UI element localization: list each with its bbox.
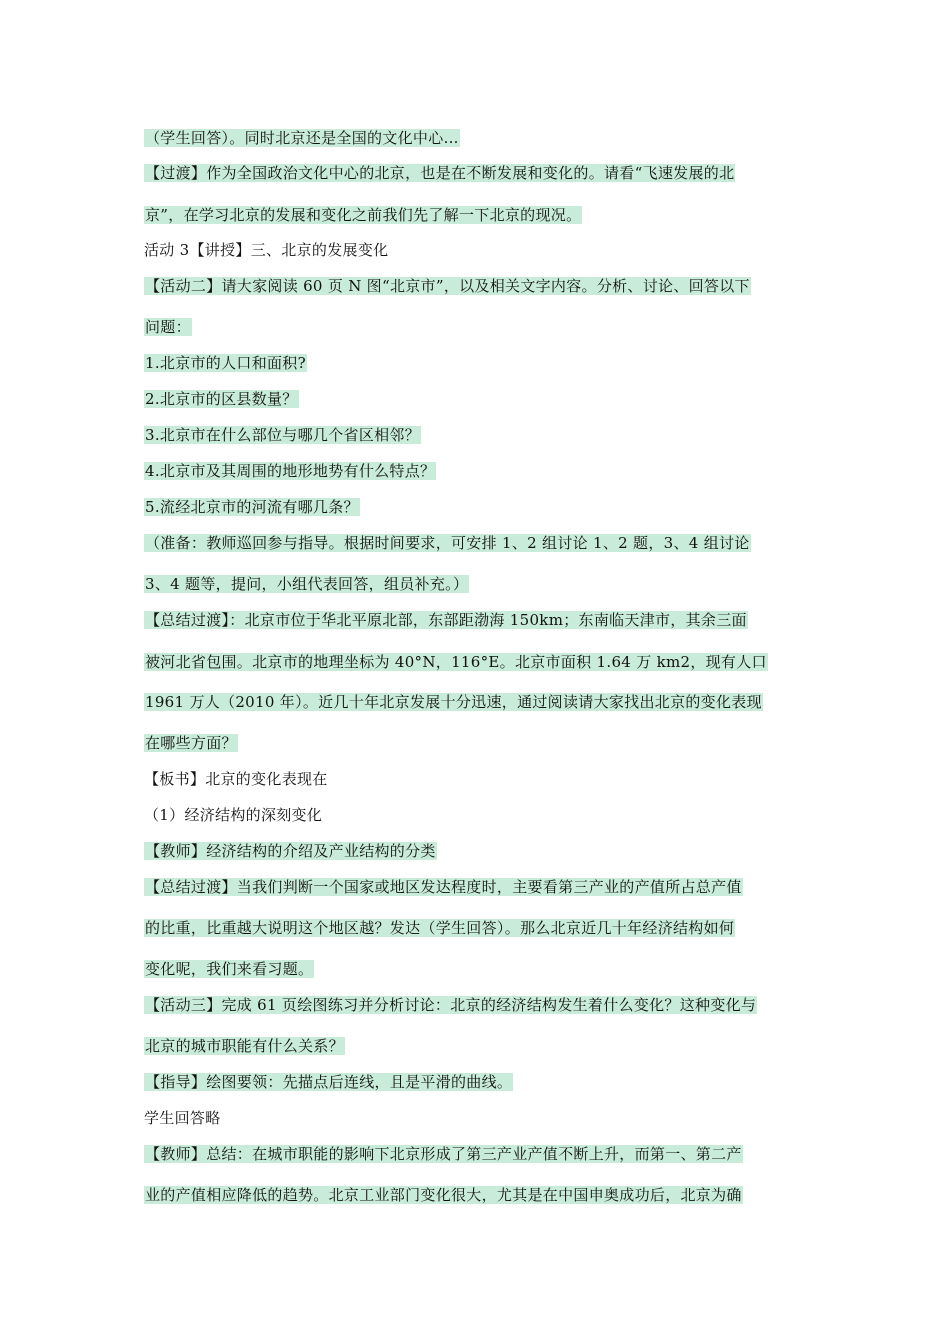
text-line-22 (144, 918, 735, 938)
line-text: 3、4 题等，提问，小组代表回答，组员补充。） (145, 575, 469, 593)
text-line-21 (144, 877, 743, 897)
text-line-6 (144, 317, 192, 337)
line-text: 【活动三】完成 61 页绘图练习并分析讨论：北京的经济结构发生着什么变化？这种变化与 (145, 996, 757, 1014)
line-text: 【板书】北京的变化表现在 (144, 770, 328, 788)
line-text: 1.北京市的人口和面积? (145, 354, 306, 372)
line-text: 被河北省包围。北京市的地理坐标为 40°N，116°E。北京市面积 1.64 万 km2，现有人口 (145, 653, 767, 671)
text-line-3 (144, 205, 582, 225)
text-line-2 (144, 163, 735, 183)
line-text: 【指导】绘图要领：先描点后连线，且是平滑的曲线。 (145, 1073, 513, 1091)
text-line-8 (144, 389, 299, 409)
line-text: （准备：教师巡回参与指导。根据时间要求，可安排 1、2 组讨论 1、2 题，3、4 组讨论 (145, 534, 750, 552)
text-line-18 (144, 769, 328, 789)
text-line-7 (144, 353, 307, 373)
line-text: 活动 3【讲授】三、北京的发展变化 (144, 241, 389, 259)
text-line-17 (144, 733, 238, 753)
text-line-9 (144, 425, 421, 445)
line-text: 问题： (145, 318, 191, 336)
line-text: 学生回答略 (144, 1109, 221, 1127)
line-text: 的比重，比重越大说明这个地区越？发达（学生回答）。那么北京近几十年经济结构如何 (145, 919, 735, 937)
line-text: 【总结过渡】：北京市位于华北平原北部，东部距渤海 150km；东南临天津市，其余三面 (145, 611, 747, 629)
text-line-25 (144, 1036, 345, 1056)
text-line-24 (144, 995, 757, 1015)
text-line-16 (144, 692, 763, 712)
text-line-26 (144, 1072, 513, 1092)
text-line-11 (144, 497, 360, 517)
text-line-12 (144, 533, 751, 553)
line-text: 北京的城市职能有什么关系？ (145, 1037, 344, 1055)
line-text: 【活动二】请大家阅读 60 页 N 图“北京市”，以及相关文字内容。分析、讨论、回答以下 (145, 277, 750, 295)
line-text: 在哪些方面？ (145, 734, 237, 752)
line-text: 【教师】经济结构的介绍及产业结构的分类 (145, 842, 436, 860)
text-line-15 (144, 652, 768, 672)
line-text: 业的产值相应降低的趋势。北京工业部门变化很大，尤其是在中国申奥成功后，北京为确 (145, 1186, 742, 1204)
text-line-1 (144, 128, 460, 148)
line-text: 京”，在学习北京的发展和变化之前我们先了解一下北京的现况。 (145, 206, 582, 224)
text-line-4 (144, 240, 388, 260)
line-text: 4.北京市及其周围的地形地势有什么特点？ (145, 462, 436, 480)
text-line-13 (144, 574, 469, 594)
line-text: 变化呢，我们来看习题。 (145, 960, 314, 978)
text-line-20 (144, 841, 437, 861)
line-text: 【教师】总结：在城市职能的影响下北京形成了第三产业产值不断上升，而第一、第二产 (145, 1145, 742, 1163)
text-line-27 (144, 1108, 221, 1128)
line-text: 3.北京市在什么部位与哪几个省区相邻？ (145, 426, 421, 444)
text-line-29 (144, 1185, 743, 1205)
text-line-5 (144, 276, 751, 296)
line-text: （学生回答）。同时北京还是全国的文化中心… (145, 129, 459, 147)
line-text: 【过渡】作为全国政治文化中心的北京，也是在不断发展和变化的。请看“飞速发展的北 (145, 164, 735, 182)
line-text: 【总结过渡】当我们判断一个国家或地区发达程度时，主要看第三产业的产值所占总产值 (145, 878, 742, 896)
text-line-19 (144, 805, 322, 825)
line-text: 1961 万人（2010 年）。近几十年北京发展十分迅速，通过阅读请大家找出北京的变化表现 (145, 693, 762, 711)
line-text: （1）经济结构的深刻变化 (144, 806, 323, 824)
text-line-23 (144, 959, 314, 979)
text-line-10 (144, 461, 436, 481)
line-text: 2.北京市的区县数量？ (145, 390, 298, 408)
text-line-28 (144, 1144, 743, 1164)
line-text: 5.流经北京市的河流有哪几条？ (145, 498, 359, 516)
text-line-14 (144, 610, 748, 630)
